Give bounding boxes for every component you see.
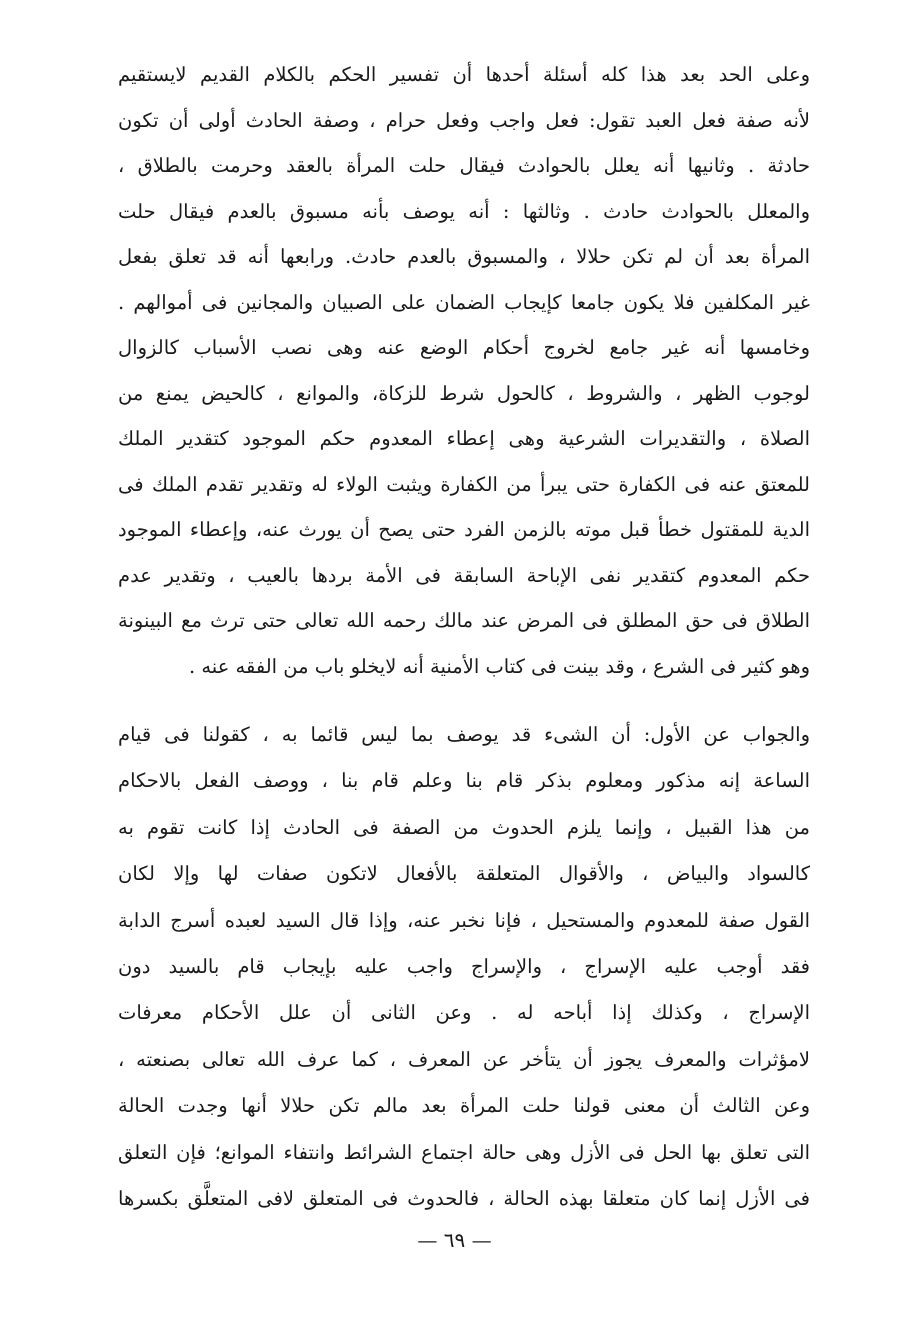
text-line: لامؤثرات والمعرف يجوز أن يتأخر عن المعرف ، كما عرف الله تعالى بصنعته ، — [118, 1047, 810, 1071]
text-line: حادثة . وثانيها أنه يعلل بالحوادث فيقال حلت المرأة بالعقد وحرمت بالطلاق ، — [118, 154, 810, 177]
text-line: الدية للمقتول خطأ قبل موته بالزمن الفرد حتى يصح أن يورث عنه، وإعطاء الموجود — [118, 518, 810, 541]
text-line: والمعلل بالحوادث حادث . وثالثها : أنه يوصف بأنه مسبوق بالعدم فيقال حلت — [118, 199, 810, 223]
text-line: من هذا القبيل ، وإنما يلزم الحدوث من الصفة فى الحادث إذا كانت تقوم به — [118, 815, 810, 839]
text-line: وعلى الحد بعد هذا كله أسئلة أحدها أن تفسير الحكم بالكلام القديم لايستقيم — [118, 63, 810, 86]
text-line: للمعتق عنه فى الكفارة حتى يبرأ من الكفارة ويثبت الولاء له وتقدير تقدم الملك فى — [118, 472, 810, 496]
paragraph-questions — [118, 52, 810, 689]
text-line: وعن الثالث أن معنى قولنا حلت المرأة بعد مالم تكن حلالا أنها وجدت الحالة — [118, 1094, 810, 1118]
text-line: القول صفة للمعدوم والمستحيل ، فإنا نخبر عنه، وإذا قال السيد لعبده أسرج الدابة — [118, 908, 810, 932]
text-line: كالسواد والبياض ، والأقوال المتعلقة بالأفعال لاتكون صفات لها وإلا لكان — [118, 862, 810, 886]
text-line: وخامسها أنه غير جامع لخروج أحكام الوضع عنه وهى نصب الأسباب كالزوال — [118, 336, 810, 359]
text-line: الساعة إنه مذكور ومعلوم بذكر قام بنا وعلم قام بنا ، ووصف الفعل بالاحكام — [118, 769, 810, 793]
text-line: لوجوب الظهر ، والشروط ، كالحول شرط للزكاة، والموانع ، كالحيض يمنع من — [118, 381, 810, 405]
text-line: وهو كثير فى الشرع ، وقد بينت فى كتاب الأمنية أنه لايخلو باب من الفقه عنه . — [188, 654, 810, 678]
text-line: حكم المعدوم كتقدير نفى الإباحة السابقة فى الأمة بردها بالعيب ، وتقدير عدم — [118, 563, 810, 587]
text-line: فى الأزل إنما كان متعلقا بهذه الحالة ، فالحدوث فى المتعلق لافى المتعلَّق بكسرها — [118, 1186, 810, 1210]
text-line: فقد أوجب عليه الإسراج ، والإسراج واجب عليه بإيجاب قام بالسيد دون — [118, 954, 810, 978]
text-line: والجواب عن الأول: أن الشىء قد يوصف بما ليس قائما به ، كقولنا فى قيام — [118, 723, 810, 746]
page-number: — ٦٩ — — [417, 1228, 492, 1252]
text-line: التى تعلق بها الحل فى الأزل وهى حالة اجتماع الشرائط وانتفاء الموانع؛ فإن التعلق — [118, 1140, 810, 1164]
text-line: المرأة بعد أن لم تكن حلالا ، والمسبوق بالعدم حادث. ورابعها أنه قد تعلق بفعل — [118, 245, 810, 268]
paragraph-answers — [118, 712, 810, 1222]
text-line: لأنه صفة فعل العبد تقول: فعل واجب وفعل حرام ، وصفة الحادث أولى أن تكون — [118, 108, 810, 132]
text-line: الصلاة ، والتقديرات الشرعية وهى إعطاء المعدوم حكم الموجود كتقدير الملك — [118, 427, 810, 450]
text-line: غير المكلفين فلا يكون جامعا كإيجاب الضمان على الصبيان والمجانين فى أموالهم . — [118, 290, 810, 314]
text-line: الطلاق فى حق المطلق فى المرض عند مالك رحمه الله تعالى حتى ترث مع البينونة — [118, 609, 810, 632]
text-line: الإسراج ، وكذلك إذا أباحه له . وعن الثانى أن علل الأحكام معرفات — [118, 1001, 810, 1025]
